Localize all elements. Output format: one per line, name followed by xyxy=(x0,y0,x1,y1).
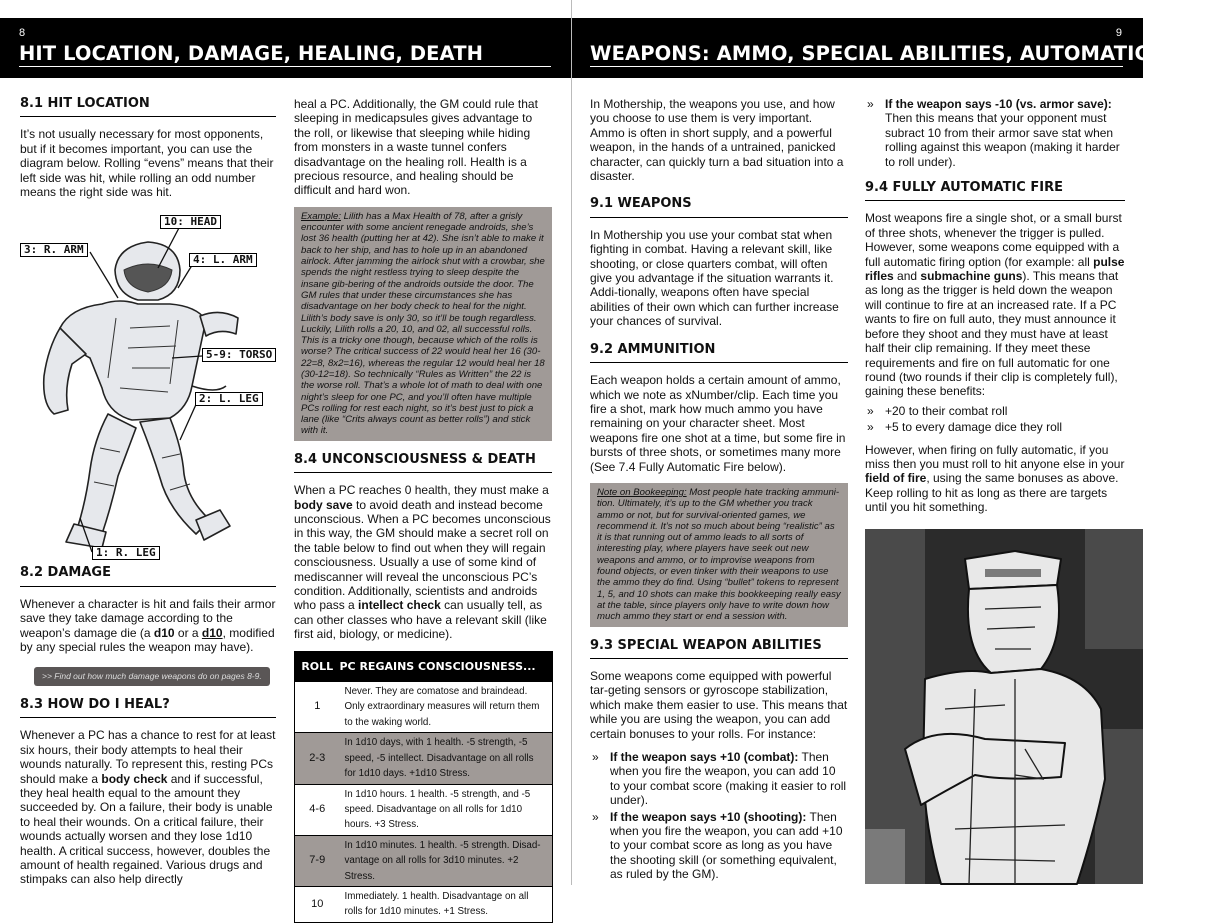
section-heading: 9.4 FULLY AUTOMATIC FIRE xyxy=(865,181,1125,201)
list-item: » If the weapon says -10 (vs. armor save): Then this means that your opponent must subract 10 from their armor save stat when rolling against this weapon (making it harder to roll under). xyxy=(865,97,1125,169)
paragraph: In Mothership, the weapons you use, and how you choose to use them is very important. Ammo is often in short supply, and a powerful weapon, in the hands of a untrained, panicked character, can quickly turn a bad situation into a disaster. xyxy=(590,97,844,184)
section-heading: 9.3 SPECIAL WEAPON ABILITIES xyxy=(590,639,848,659)
consciousness-table xyxy=(294,651,553,923)
paragraph: In Mothership you use your combat stat when fighting in combat. Having a relevant skill, like shooting, or close quarters combat, will often give you advantage if the situation warrants it. Addi-tionally, weapons often have special abilities of their own which can further increase your chances of survival. xyxy=(590,227,839,329)
bookkeeping-note-callout: Note on Bookeeping: Most people hate tracking ammuni-tion. Ultimately, it’s up to the GM whether you track ammo or not, but for survival-oriented games, we recommend it. It’s not so much about being “realistic” as it is that running out of ammo leads to all sorts of interesting play, where players have seek out new weapons and ammo, or to improvise weapons from found objects, or even tinker with their weapons to use the ammo they do find. Using “bullet” tokens to represent 1, 5, and 10 shots can make this bookkeeping really easy at the table, since players only have to write down how much ammo they start or end a session with. xyxy=(590,483,848,627)
section-heading: 9.1 WEAPONS xyxy=(590,197,848,217)
table-row: 10 Immediately. 1 health. Disadvantage on all rolls for 1d10 minutes. +1 Stress. xyxy=(295,886,553,922)
header-rule xyxy=(590,66,1123,67)
section-heading: 8.4 UNCONSCIOUSNESS & DEATH xyxy=(294,453,552,473)
section-heading: 8.1 HIT LOCATION xyxy=(20,97,276,117)
left-arm-label: 4: L. ARM xyxy=(189,253,257,267)
header-rule xyxy=(19,66,551,67)
right-column-1 xyxy=(590,97,848,890)
torso-label: 5-9: TORSO xyxy=(202,348,276,362)
soldier-illustration xyxy=(865,529,1143,884)
section-heading: 8.2 DAMAGE xyxy=(20,566,276,586)
left-leg-label: 2: L. LEG xyxy=(195,392,263,406)
table-row: 1 Never. They are comatose and braindead. Only extraordinary measures will return them to the waking world. xyxy=(295,682,553,733)
benefits-bullet-list xyxy=(865,404,1125,435)
table-row: 4-6 In 1d10 hours. 1 health. -5 strength, and -5 speed. Disadvantage on all rolls for 1d10 hours. +3 Stress. xyxy=(295,784,553,835)
left-header-bar xyxy=(0,18,571,78)
right-arm-label: 3: R. ARM xyxy=(20,243,88,257)
head-label: 10: HEAD xyxy=(160,215,221,229)
section-heading: 9.2 AMMUNITION xyxy=(590,343,848,363)
table-header xyxy=(295,651,553,681)
list-item: » +5 to every damage dice they roll xyxy=(865,420,1125,434)
paragraph: Most weapons fire a single shot, or a small burst of three shots, whenever the trigger is pulled. However, some weapons come equipped with a full automatic firing option (for example: all pulse rifles and submachine guns). This means that as long as the trigger is held down the weapon will continue to fire at an increased rate. If a PC wants to fire on full auto, they must announce it before they shoot and they must have at least half their clip remaining. If they meet these requirements and fire on full automatic for one round (two rounds if their clip is completely full), gaining these benefits: xyxy=(865,211,1125,399)
page-reference-link[interactable]: >> Find out how much damage weapons do on pages 8-9. xyxy=(34,667,270,685)
paragraph: Whenever a character is hit and fails their armor save they take damage according to the weapon’s damage die (a d10 or a d10, modified by any special rules the weapon may have). xyxy=(20,596,276,655)
right-header-bar xyxy=(572,18,1205,78)
section-heading: 8.3 HOW DO I HEAL? xyxy=(20,698,276,718)
paragraph: Whenever a PC has a chance to rest for at least six hours, their body attempts to heal their wounds naturally. To represent this, resting PCs should make a body check and if successful, they heal health equal to the amount they succeeded by. On a failure, their body is unable to heal their wounds. On a critical failure, their wounds actually worsen and they lose 1d10 health. A critical success, however, doubles the amount of health regained. Various drugs and stimpaks can also help directly xyxy=(20,728,276,887)
table-row: 2-3 In 1d10 days, with 1 health. -5 strength, -5 speed, -5 intellect. Disadvantage on all rolls for 1d10 days. +1d10 Stress. xyxy=(295,733,553,784)
page-number: 9 xyxy=(1115,27,1122,39)
ability-bullet-list xyxy=(865,97,1125,169)
page-title: WEAPONS: AMMO, SPECIAL ABILITIES, AUTOMATIC FIRE xyxy=(590,42,1205,65)
paragraph: Some weapons come equipped with powerful tar-geting sensors or gyroscope stabilization, which make them easier to use. This means that while you are using the weapon, you can add certain bonuses to your rolls. For instance: xyxy=(590,668,848,741)
example-callout: Example: Lilith has a Max Health of 78, after a grisly encounter with some ancient renegade androids, she’s lost 36 health (putting her at 42). She isn’t able to make it back to her ship, and has to hole up in an abandoned airlock. After jamming the airlock shut with a crowbar, she spends the night restless trying to sleep despite the insane gib-bering of the androids outside the door. The GM rules that under these circumstances she has disadvantage on her body check to heal for the night. Lilith’s body save is only 30, so it’ll be tough regardless. Luckily, Lilith rolls a 20, 10, and 02, all successful rolls. This is a tricky one though, because which of the rolls is worse? The critical success of 22 would heal her 16 (30-22=8, 8x2=16), whereas the regular 12 would heal her 18 (30-12=18). So technically “Rules as Written” the 22 is the worse roll. That’s a whole lot of math to deal with one night’s sleep for one PC, and you’ll often have multiple PCs rolling for rest each night, so it’s best just to pick a lane (like “Crits always count as better rolls”) and stick with it. xyxy=(294,207,552,441)
page-title: HIT LOCATION, DAMAGE, HEALING, DEATH xyxy=(19,42,484,65)
paragraph: When a PC reaches 0 health, they must make a body save to avoid death and instead become unconscious. When a PC becomes unconscious in this way, the GM should make a secret roll on the table below to find out when they will regain consciousness. Usually a use of some kind of mediscanner will reveal the unconscious PC’s condition. Additionally, scientists and androids who pass a intellect check can usually tell, as can other classes who have a relevant skill (like first aid, biology, or medicine). xyxy=(294,483,551,642)
left-column-1 xyxy=(20,97,276,896)
right-leg-label: 1: R. LEG xyxy=(92,546,160,560)
left-column-2 xyxy=(294,97,552,923)
roll-column-header: ROLL xyxy=(295,651,340,681)
paragraph: Each weapon holds a certain amount of ammo, which we note as xNumber/clip. Each time you fire a shot, mark how much ammo you have remaining on your character sheet. Most weapons fire one shot at a time, but some fire in bursts of three shots, or sometimes many more (See 7.4 Fully Automatic Fire below). xyxy=(590,373,846,474)
list-item: » +20 to their combat roll xyxy=(865,404,1125,418)
paragraph: heal a PC. Additionally, the GM could rule that sleeping in medicapsules gives advantage to the roll, or likewise that sleeping while hiding from monsters in a waste tunnel confers disadvantage on the healing roll. Health is a precious resource, and healing should be difficult and hard won. xyxy=(294,97,538,198)
list-item: » If the weapon says +10 (shooting): Then when you fire the weapon, you can add +10 to your combat score as long as you have the shooting skill (or something equivalent, as ruled by the GM). xyxy=(590,810,848,882)
list-item: » If the weapon says +10 (combat): Then when you fire the weapon, you can add 10 to your combat score (making it easier to roll under). xyxy=(590,750,848,808)
ability-bullet-list xyxy=(590,750,848,882)
right-page xyxy=(572,0,1205,885)
left-page xyxy=(0,0,571,918)
page-number: 8 xyxy=(19,27,26,39)
table-row: 7-9 In 1d10 minutes. 1 health. -5 strength. Disad-vantage on all rolls for 3d10 minutes. +2 Stress. xyxy=(295,835,553,886)
hit-location-diagram xyxy=(20,208,276,558)
right-column-2 xyxy=(865,97,1125,524)
result-column-header: PC REGAINS CONSCIOUSNESS... xyxy=(340,651,553,681)
paragraph: However, when firing on fully automatic, if you miss then you must roll to hit anyone else in your field of fire, using the same bonuses as above. Keep rolling to hit as long as there are targets until you hit something. xyxy=(865,442,1125,515)
paragraph: It’s not usually necessary for most opponents, but if it becomes important, you can use the diagram below. Rolling “evens” means that their left side was hit, while rolling an odd number means the right side was hit. xyxy=(20,127,274,200)
